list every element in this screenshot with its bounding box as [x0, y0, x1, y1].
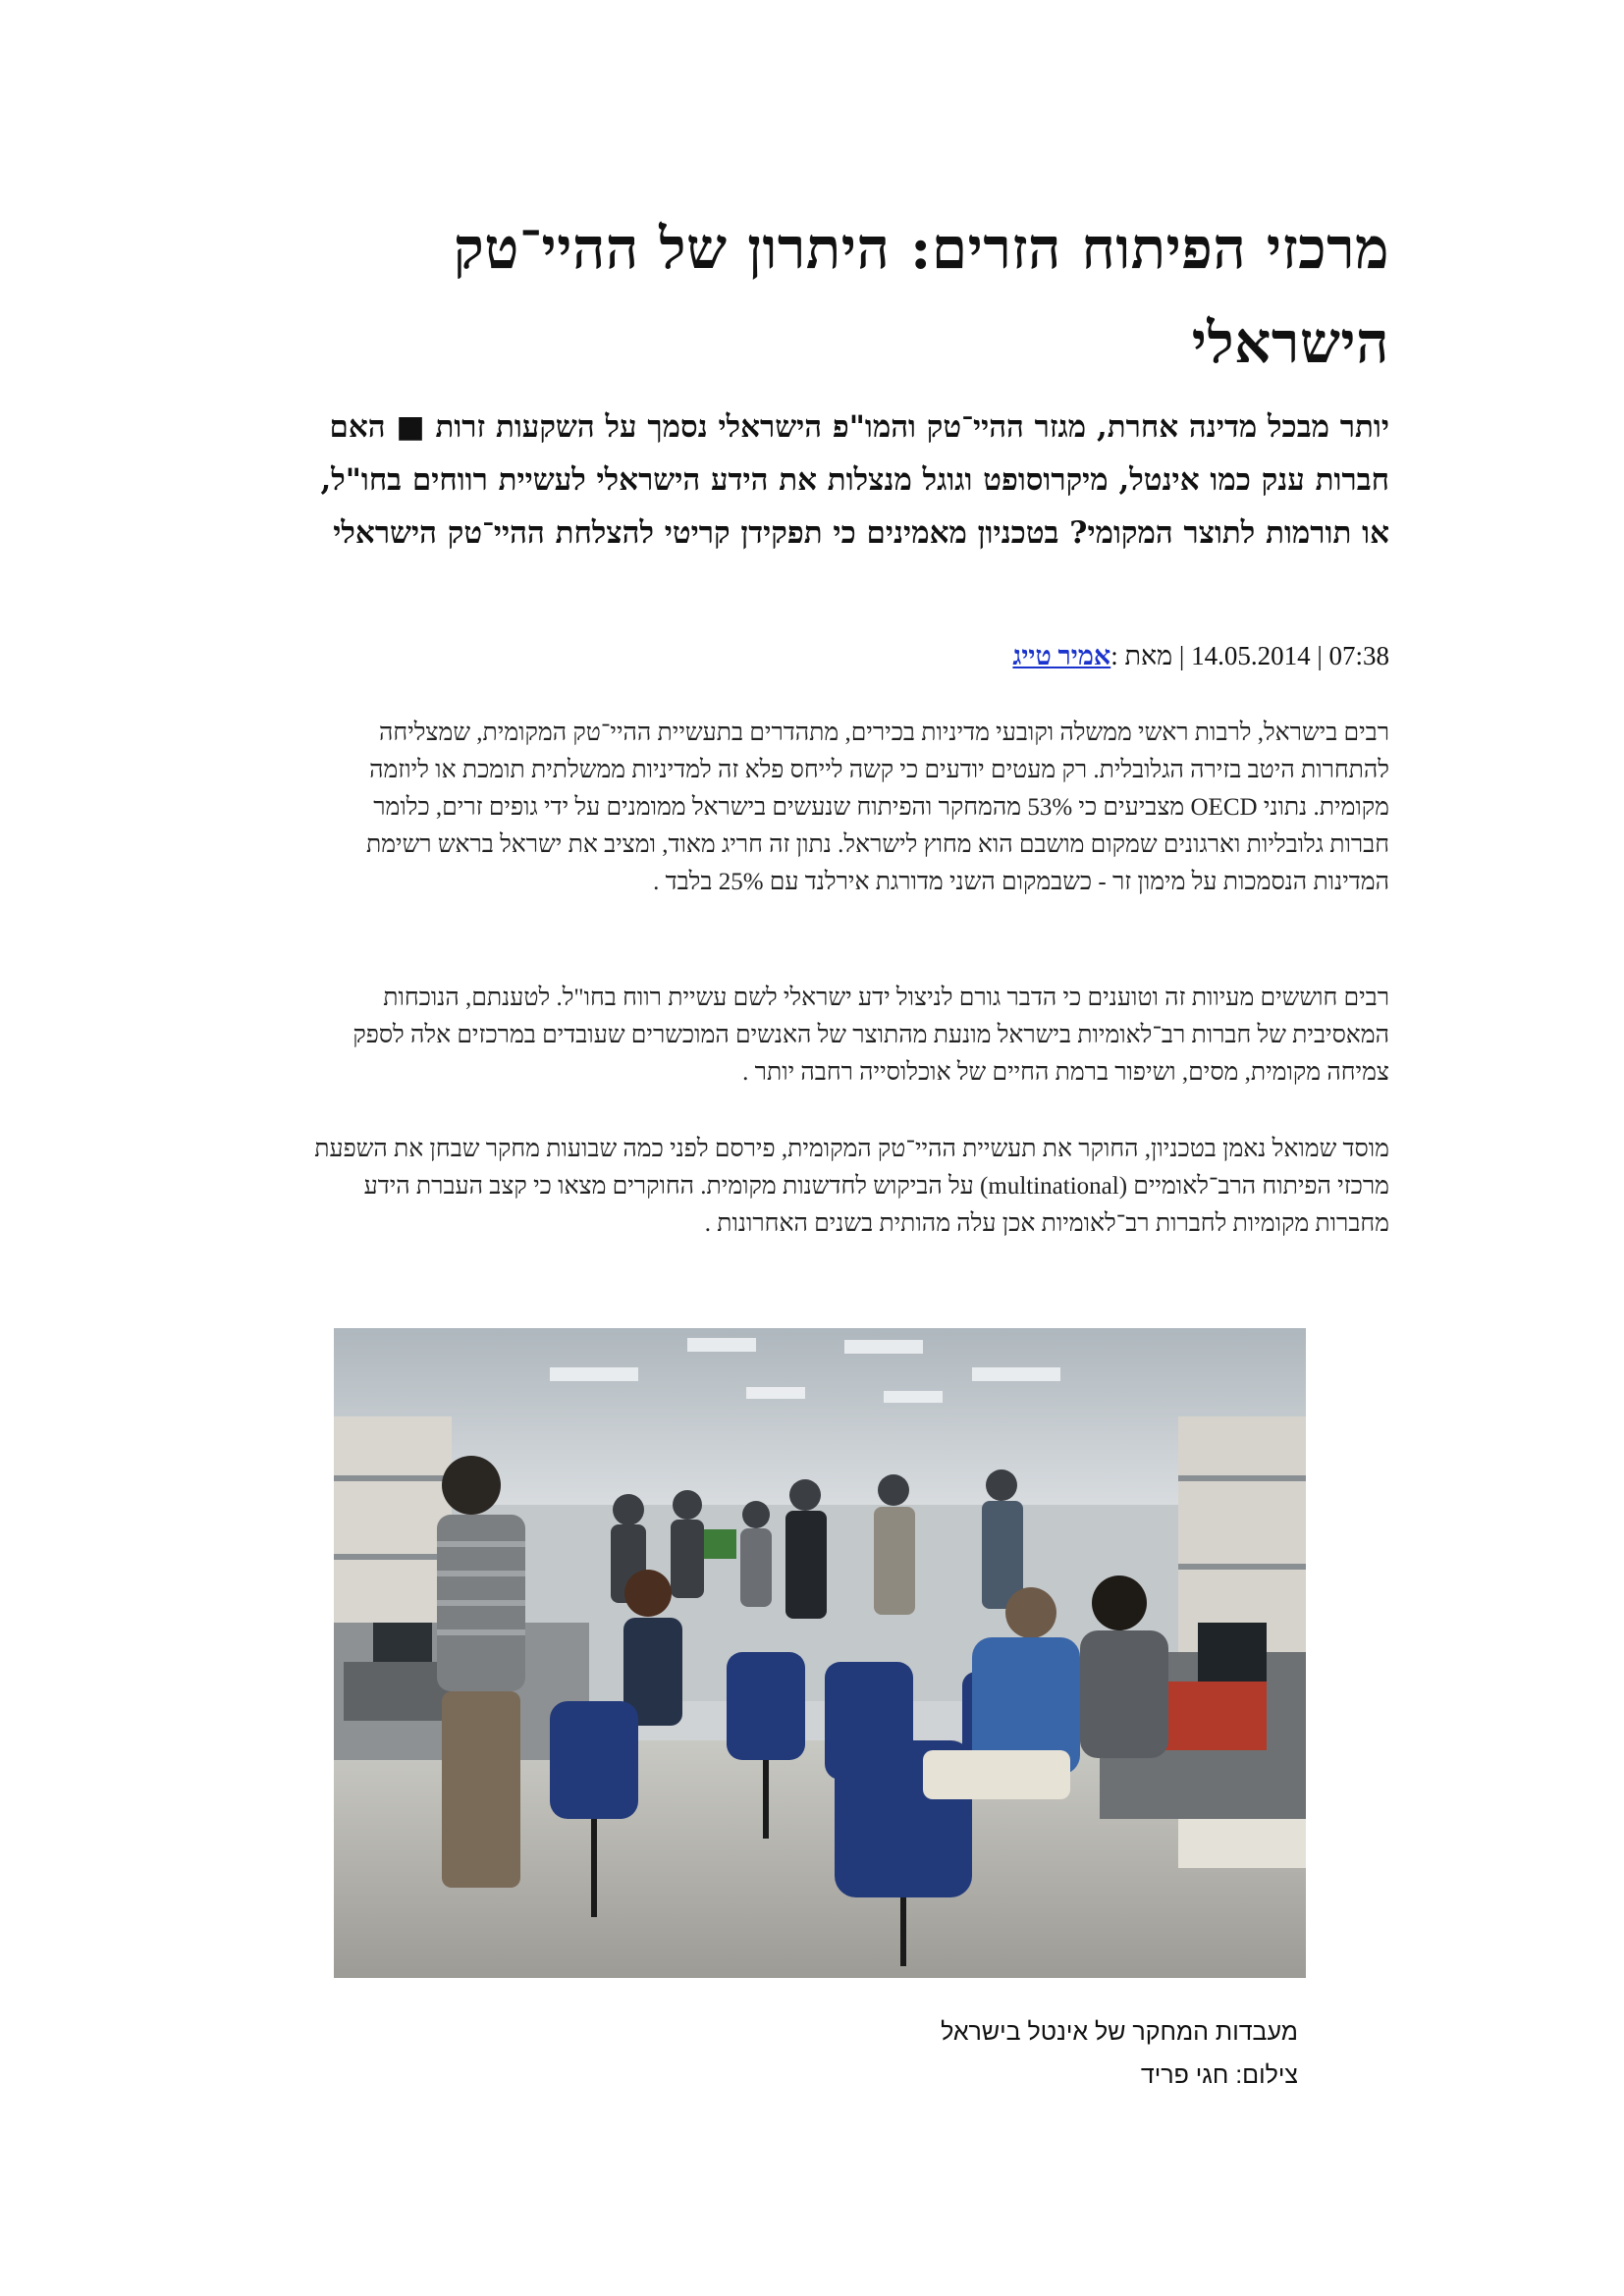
article-time: 07:38 [1328, 641, 1389, 670]
meta-separator: | [1172, 641, 1185, 670]
meta-separator: | [1310, 641, 1323, 670]
article-paragraph: מוסד שמואל נאמן בטכניון, החוקר את תעשיית ההיי־טק המקומית, פירסם לפני כמה שבועות מחקר שבחן את השפעת מרכזי הפיתוח הרב־לאומיים (multinational) על הביקוש לחדשנות מקומית. החוקרים מצאו כי קצב העברת הידע מחברות מקומיות לחברות רב־לאומיות אכן עלה מהותית בשנים האחרונות . [314, 1136, 1389, 1237]
article-title: מרכזי הפיתוח הזרים: היתרון של ההיי־טק הישראלי [453, 215, 1389, 376]
author-link[interactable]: אמיר טייג [1012, 641, 1111, 670]
article-photo [334, 1328, 1306, 1978]
article-paragraph: רבים בישראל, לרבות ראשי ממשלה וקובעי מדיניות בכירים, מתהדרים בתעשיית ההיי־טק המקומית, שמצליחה להתחרות היטב בזירה הגלובלית. רק מעטים יודעים כי קשה לייחס פלא זה למדיניות ממשלתית תומכת או ליוזמה מקומית. נתוני OECD מצביעים כי 53% מהמחקר והפיתוח שנעשים בישראל ממומנים על ידי גופים זרים, כלומר חברות גלובליות וארגונים שמקום מושבם הוא מחוץ לישראל. נתון זה חריג מאוד, ומציב את ישראל בראש רשימת המדינות הנסמכות על מימון זר - כשבמקום השני מדורגת אירלנד עם 25% בלבד . [365, 720, 1389, 895]
photo-caption [825, 2010, 1298, 2097]
by-label: מאת : [1110, 641, 1173, 670]
article-meta [309, 638, 1389, 673]
article-date: 14.05.2014 [1191, 641, 1311, 670]
article-lead: יותר מבכל מדינה אחרת, מגזר ההיי־טק והמו"פ הישראלי נסמך על השקעות זרות ■ האם חברות ענק כמו אינטל, מיקרוסופט וגוגל מנצלות את הידע הישראלי לעשיית רווחים בחו"ל, או תורמות לתוצר המקומי? בטכניון מאמינים כי תפקידן קריטי להצלחת ההיי־טק הישראלי [320, 409, 1389, 551]
article-paragraph: רבים חוששים מעיוות זה וטוענים כי הדבר גורם לניצול ידע ישראלי לשם עשיית רווח בחו"ל. לטענתם, הנוכחות המאסיבית של חברות רב־לאומיות בישראל מונעת מהתוצר של האנשים המוכשרים שעובדים במרכזים אלה לספק צמיחה מקומית, מסים, ושיפור ברמת החיים של אוכלוסייה רחבה יותר . [352, 985, 1389, 1086]
caption-line: מעבדות המחקר של אינטל בישראל [941, 2018, 1298, 2046]
lab-photo-illustration [334, 1328, 1306, 1978]
photo-credit: צילום: חגי פריד [1140, 2061, 1298, 2089]
